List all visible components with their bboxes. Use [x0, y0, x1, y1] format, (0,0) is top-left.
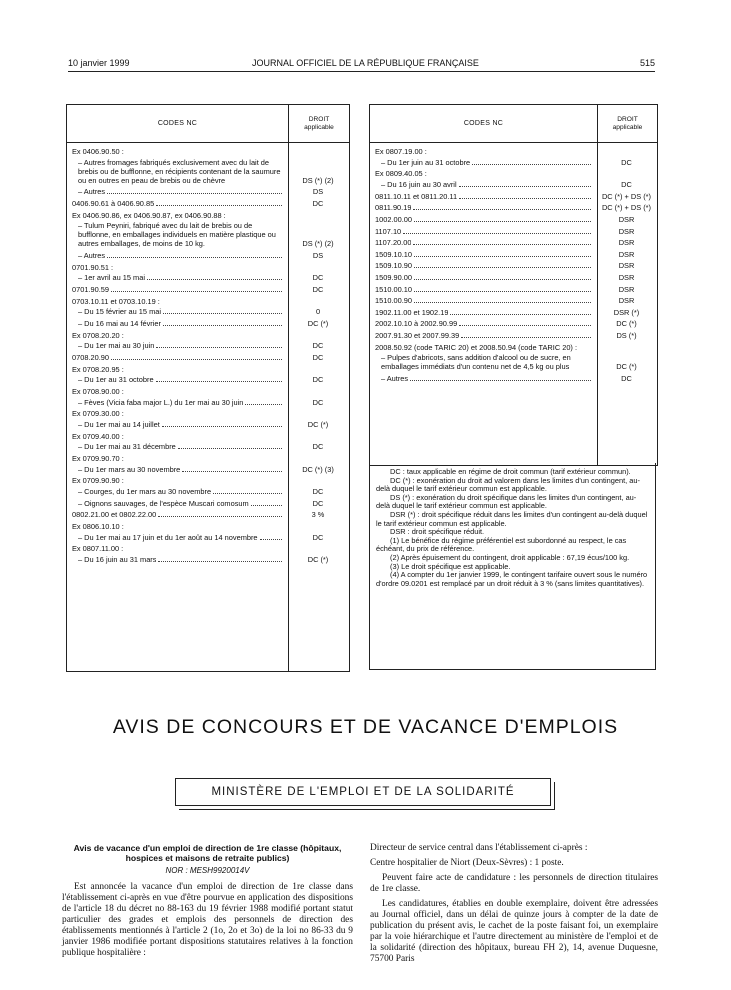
leader-dots — [459, 198, 591, 199]
row-droit-value: DC (*) + DS (*) — [601, 191, 652, 201]
leader-dots — [182, 471, 282, 472]
row-droit-value: DS (*) (2) — [302, 239, 334, 249]
leader-dots — [111, 359, 282, 360]
leader-dots — [111, 291, 282, 292]
table-row — [72, 297, 348, 306]
row-label: – Autres — [381, 373, 409, 383]
row-label: 1509.10.10 — [375, 249, 412, 259]
table-row — [375, 353, 656, 371]
table-row — [375, 227, 656, 236]
table-row — [72, 211, 348, 220]
row-droit-value: DC (*) — [307, 420, 329, 430]
table-row — [375, 319, 656, 328]
note-line: (1) Le bénéfice du régime préférentiel est subordonné au respect, le cas échéant, du prix de référence. — [376, 535, 627, 554]
row-label: – Du 1er juin au 31 octobre — [381, 157, 471, 167]
row-label: 1902.11.00 et 1902.19 — [375, 307, 449, 317]
leader-dots — [163, 325, 282, 326]
note-line: DSR (*) : droit spécifique réduit dans les limites d'un contingent au-delà duquel le tarif extérieur commun est applicable. — [376, 509, 648, 528]
table-row — [72, 544, 348, 553]
col-droit-header — [288, 105, 349, 142]
leader-dots — [414, 302, 591, 303]
leader-dots — [450, 314, 591, 315]
row-label: 0802.21.00 et 0802.22.00 — [72, 510, 157, 520]
row-droit-value: DSR — [618, 226, 635, 236]
leader-dots — [472, 164, 591, 165]
table-row — [375, 296, 656, 305]
row-label: – Du 1er mai au 30 juin — [78, 341, 155, 351]
table-row — [72, 442, 348, 451]
row-label: – Fèves (Vicia faba major L.) du 1er mai au 30 juin — [78, 397, 244, 407]
table-row — [72, 307, 348, 316]
table-row — [375, 169, 656, 178]
row-label: – Oignons sauvages, de l'espèce Muscari comosum — [78, 498, 249, 508]
table-row — [72, 273, 348, 282]
col-droit-line1: DROIT — [617, 115, 638, 123]
table-header — [370, 105, 657, 143]
leader-dots — [158, 561, 282, 562]
row-droit-value: DSR (*) — [613, 307, 640, 317]
row-label: – Autres — [78, 250, 106, 260]
header-rule — [68, 71, 655, 72]
table-row — [72, 476, 348, 485]
table-row — [72, 221, 348, 248]
row-droit-value: DC — [621, 157, 632, 167]
section-title: AVIS DE CONCOURS ET DE VACANCE D'EMPLOIS — [112, 716, 619, 738]
row-label: 2002.10.10 à 2002.90.99 — [375, 319, 458, 329]
note-line: DC (*) : exonération du droit ad valorem dans les limites d'un contingent, au-delà duquel le tarif extérieur commun est applicable. — [376, 475, 640, 494]
row-droit-value: DC — [312, 375, 324, 385]
leader-dots — [213, 493, 282, 494]
row-droit-value: DC — [312, 397, 324, 407]
table-row — [72, 353, 348, 362]
row-droit-value: DC — [312, 273, 324, 283]
row-droit-value: DSR — [618, 272, 635, 282]
row-label: Ex 0807.11.00 : — [72, 544, 124, 554]
table-row — [375, 331, 656, 340]
leader-dots — [245, 404, 282, 405]
row-droit-value: DSR — [618, 261, 635, 271]
row-droit-value: DC (*) — [616, 362, 637, 372]
table-row — [72, 251, 348, 260]
leader-dots — [156, 381, 282, 382]
row-droit-value: DS — [312, 187, 324, 197]
leader-dots — [260, 539, 282, 540]
ministry-name: MINISTÈRE DE L'EMPLOI ET DE LA SOLIDARITÉ — [211, 786, 515, 798]
article-paragraph: Peuvent faire acte de candidature : les personnels de direction titulaires de 1re classe. — [370, 873, 658, 894]
article-right-column — [370, 843, 658, 969]
col-codes-header: CODES NC — [157, 120, 198, 127]
table-row — [72, 454, 348, 463]
table-body-codes — [370, 143, 652, 465]
table-row — [72, 555, 348, 564]
row-label: 1002.00.00 — [375, 214, 412, 224]
row-label: 1510.00.10 — [375, 284, 412, 294]
row-droit-value: 3 % — [311, 510, 325, 520]
leader-dots — [414, 256, 591, 257]
col-droit-line1: DROIT — [308, 115, 330, 123]
row-label: Ex 0708.20.20 : — [72, 330, 124, 340]
article-paragraph: Est annoncée la vacance d'un emploi de direction de 1re classe dans l'établissement ci-après en vue d'être pourvue en application des dispositions de l'article 18 du décret no 88-163 du 19 février 1988 modifié portant statut particulier des grades et emplois des personnels de direction des établissements mentionnés à l'article 2 (1o, 2o et 3o) de la loi no 86-33 du 9 janvier 1986 modifiée portant dispositions statutaires relatives à la fonction publique hospitalière : — [62, 882, 353, 958]
row-label: Ex 0809.40.05 : — [375, 169, 427, 179]
row-label: 2008.50.92 (code TARIC 20) et 2008.50.94 (code TARIC 20) : — [375, 342, 577, 352]
row-droit-value: DC — [312, 487, 324, 497]
row-label: Ex 0709.40.00 : — [72, 431, 124, 441]
note-line: DSR : droit spécifique réduit. — [390, 527, 485, 537]
note-line: (4) A compter du 1er janvier 1999, le contingent tarifaire ouvert sous le numéro d'ordre 09.0201 est remplacé par un droit réduit à 3 % (sans limites quantitatives). — [376, 570, 648, 588]
row-label: 0406.90.61 à 0406.90.85 — [72, 198, 155, 208]
table-row — [72, 409, 348, 418]
row-droit-value: DC (*) + DS (*) — [601, 203, 652, 213]
table-notes — [369, 463, 656, 670]
table-row — [375, 374, 656, 383]
note-line: DS (*) : exonération du droit spécifique dans les limites d'un contingent, au-delà duquel le tarif extérieur commun est applicable. — [376, 492, 637, 511]
table-row — [72, 375, 348, 384]
row-label: 0701.90.51 : — [72, 262, 114, 272]
row-droit-value: DS — [312, 250, 324, 260]
leader-dots — [459, 186, 591, 187]
article-heading: Avis de vacance d'un emploi de direction de 1re classe (hôpitaux, hospices et maisons de retraite publics) — [73, 843, 342, 863]
table-body-codes — [67, 143, 334, 671]
row-label: Ex 0708.90.00 : — [72, 386, 124, 396]
row-droit-value: DSR — [618, 284, 635, 294]
row-droit-value: DC — [312, 341, 324, 351]
table-row — [375, 192, 656, 201]
table-row — [375, 215, 656, 224]
table-row — [375, 250, 656, 259]
row-label: 1107.10 — [375, 226, 402, 236]
leader-dots — [413, 209, 591, 210]
row-label: Ex 0406.90.86, ex 0406.90.87, ex 0406.90.88 : — [72, 210, 226, 220]
row-label: Ex 0709.90.70 : — [72, 454, 124, 464]
table-row — [375, 308, 656, 317]
row-droit-value: DSR — [618, 214, 635, 224]
row-label: – Courges, du 1er mars au 30 novembre — [78, 487, 212, 497]
row-label: Ex 0807.19.00 : — [375, 147, 427, 156]
leader-dots — [403, 233, 591, 234]
leader-dots — [156, 347, 282, 348]
table-row — [72, 522, 348, 531]
ministry-box — [175, 778, 551, 806]
table-header — [67, 105, 349, 143]
header-page-number: 515 — [639, 58, 655, 68]
row-label: 1107.20.00 — [375, 238, 412, 248]
leader-dots — [163, 313, 282, 314]
row-label: 1510.00.90 — [375, 296, 412, 306]
row-droit-value: DC — [312, 198, 324, 208]
row-droit-value: DC (*) — [616, 319, 637, 329]
table-row — [375, 180, 656, 189]
note-line: DC : taux applicable en régime de droit commun (tarif extérieur commun). — [390, 467, 631, 476]
row-label: – Du 16 juin au 31 mars — [78, 555, 157, 565]
header-date: 10 janvier 1999 — [68, 58, 130, 68]
row-droit-value: DC — [621, 373, 632, 383]
row-droit-value: DC — [312, 352, 324, 362]
row-label: 0811.10.11 et 0811.20.11 — [375, 191, 458, 201]
row-label: 0708.20.90 — [72, 352, 109, 362]
table-row — [72, 420, 348, 429]
leader-dots — [461, 337, 591, 338]
table-row — [72, 341, 348, 350]
article-nor — [62, 865, 353, 876]
table-row — [72, 331, 348, 340]
table-row — [72, 147, 348, 156]
row-droit-value: 0 — [315, 307, 321, 317]
row-label: – 1er avril au 15 mai — [78, 273, 145, 283]
table-row — [375, 238, 656, 247]
table-row — [375, 343, 656, 352]
row-droit-value: DC — [312, 532, 324, 542]
row-label: – Tulum Peyniri, fabriqué avec du lait de brebis ou de bufflonne, en emballages individuels en matière plastique ou autres emballages, de moins de 10 kg. — [78, 221, 276, 249]
table-row — [72, 263, 348, 272]
table-row — [72, 510, 348, 519]
article-paragraph: Les candidatures, établies en double exemplaire, doivent être adressées au Journal officiel, dans un délai de quinze jours à compter de la date de publication du présent avis, le cachet de la poste faisant foi, un exemplaire par la voie hiérarchique et l'autre directement au ministère de l'emploi et de la solidarité (direction des hôpitaux, bureau FH 2), 14, avenue Duquesne, 75700 Paris — [370, 899, 658, 964]
row-droit-value: DC — [312, 284, 324, 294]
leader-dots — [162, 426, 282, 427]
row-label: – Du 16 mai au 14 février — [78, 318, 161, 328]
col-droit-line2: applicable — [612, 123, 643, 131]
row-label: – Du 1er au 31 octobre — [78, 375, 154, 385]
table-row — [72, 499, 348, 508]
row-droit-value: DS (*) — [616, 330, 637, 340]
row-droit-value: DC — [621, 180, 632, 190]
note-line: (3) Le droit spécifique est applicable. — [390, 561, 511, 571]
table-row — [375, 273, 656, 282]
table-row — [375, 158, 656, 167]
leader-dots — [414, 291, 591, 292]
article-paragraph: Centre hospitalier de Niort (Deux-Sèvres) : 1 poste. — [370, 858, 564, 868]
col-droit-line2: applicable — [304, 123, 334, 131]
row-label: Ex 0806.10.10 : — [72, 522, 124, 532]
row-droit-value: DC — [312, 442, 324, 452]
leader-dots — [178, 448, 282, 449]
row-label: – Du 1er mai au 31 décembre — [78, 442, 176, 452]
table-row — [72, 319, 348, 328]
row-label: Ex 0406.90.50 : — [72, 147, 124, 156]
row-label: 2007.91.30 et 2007.99.39 — [375, 330, 460, 340]
leader-dots — [414, 279, 591, 280]
tariff-table-right — [369, 104, 658, 466]
row-droit-value: DC (*) — [307, 318, 329, 328]
row-label: – Du 15 février au 15 mai — [78, 307, 161, 317]
header-journal-title: JOURNAL OFFICIEL DE LA RÉPUBLIQUE FRANÇAISE — [252, 58, 479, 68]
row-label: 1509.90.00 — [375, 272, 412, 282]
table-row — [72, 365, 348, 374]
leader-dots — [156, 205, 282, 206]
row-label: 0703.10.11 et 0703.10.19 : — [72, 296, 160, 306]
table-row — [375, 261, 656, 270]
col-droit-header — [597, 105, 657, 142]
row-droit-value: DSR — [618, 238, 635, 248]
leader-dots — [107, 257, 282, 258]
table-row — [72, 398, 348, 407]
leader-dots — [459, 325, 591, 326]
row-label: – Du 16 juin au 30 avril — [381, 180, 457, 190]
row-droit-value: DS (*) (2) — [302, 175, 334, 185]
table-row — [72, 533, 348, 542]
table-row — [72, 487, 348, 496]
row-label: – Autres fromages fabriqués exclusivement avec du lait de brebis ou de bufflonne, en récipients contenant de la saumure ou en outres en peau de brebis ou de chèvre — [78, 157, 281, 185]
leader-dots — [147, 279, 282, 280]
col-codes-header: CODES NC — [463, 120, 504, 127]
row-droit-value: DSR — [618, 296, 635, 306]
row-label: – Du 1er mai au 17 juin et du 1er août au 14 novembre — [78, 532, 258, 542]
row-droit-value: DSR — [618, 249, 635, 259]
leader-dots — [413, 244, 591, 245]
row-label: – Autres — [78, 187, 106, 197]
row-label: Ex 0708.20.95 : — [72, 364, 124, 374]
nor-code: NOR : MESH9920014V — [165, 866, 250, 875]
row-droit-value: DC — [312, 498, 324, 508]
table-row — [72, 432, 348, 441]
row-label: 0811.90.19 — [375, 203, 412, 213]
tariff-table-left — [66, 104, 350, 672]
row-label: 1509.10.90 — [375, 261, 412, 271]
table-row — [375, 285, 656, 294]
row-droit-value: DC (*) — [307, 555, 329, 565]
leader-dots — [158, 516, 282, 517]
table-row — [375, 203, 656, 212]
row-label: – Du 1er mars au 30 novembre — [78, 464, 181, 474]
leader-dots — [251, 505, 282, 506]
row-label: 0701.90.59 — [72, 284, 109, 294]
row-label: Ex 0709.30.00 : — [72, 409, 124, 419]
table-row — [72, 199, 348, 208]
note-line: (2) Après épuisement du contingent, droit applicable : 67,19 écus/100 kg. — [390, 552, 630, 562]
row-label: Ex 0709.90.90 : — [72, 476, 124, 486]
leader-dots — [410, 380, 591, 381]
leader-dots — [107, 193, 282, 194]
article-paragraph: Directeur de service central dans l'établissement ci-après : — [370, 843, 588, 853]
row-droit-value: DC (*) (3) — [302, 464, 334, 474]
leader-dots — [414, 221, 591, 222]
row-label: – Pulpes d'abricots, sans addition d'alcool ou de sucre, en emballages immédiats d'un contenu net de 4,5 kg ou plus — [381, 353, 571, 372]
table-row — [72, 158, 348, 185]
row-label: – Du 1er mai au 14 juillet — [78, 420, 160, 430]
article-left-column — [62, 843, 353, 963]
leader-dots — [414, 267, 591, 268]
table-row — [72, 285, 348, 294]
table-row — [72, 465, 348, 474]
table-row — [72, 387, 348, 396]
table-row — [72, 187, 348, 196]
table-row — [375, 147, 656, 156]
